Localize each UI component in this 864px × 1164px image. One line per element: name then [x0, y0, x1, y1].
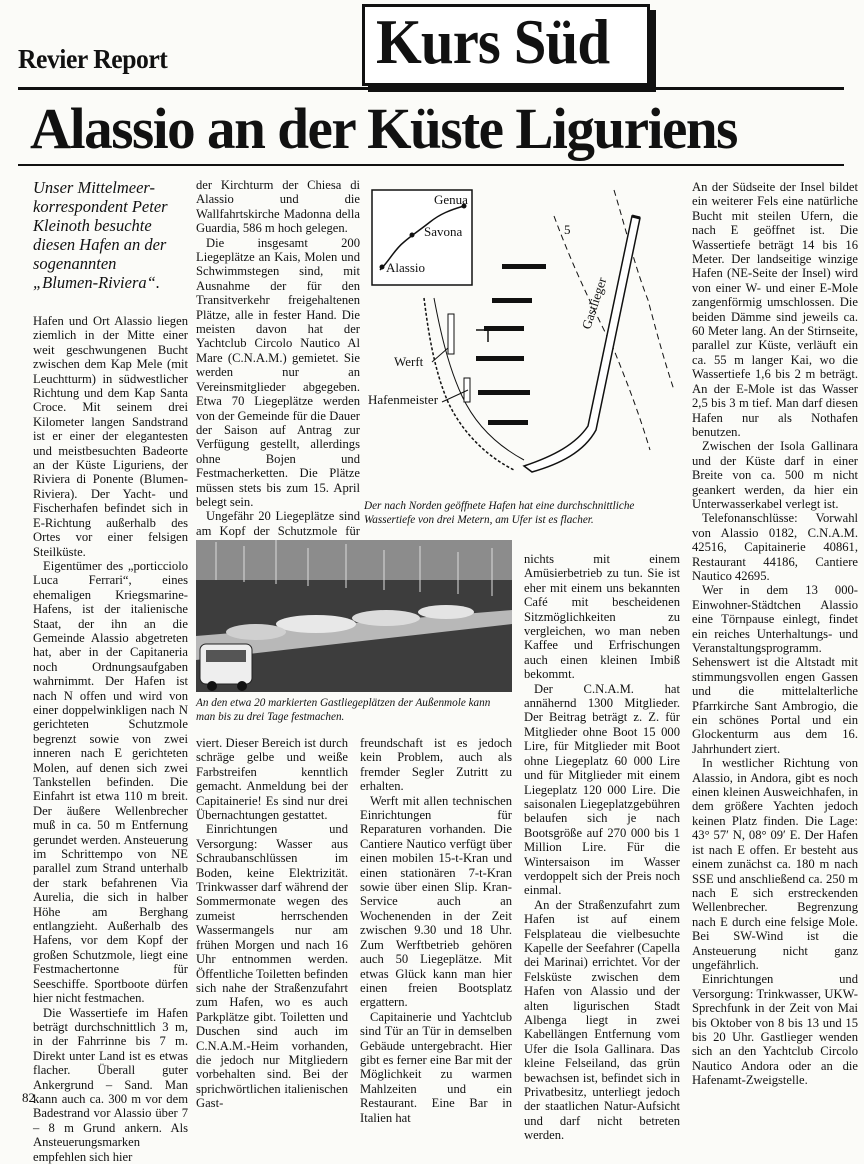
map-depth-label: 5 — [564, 222, 571, 237]
column-1 — [33, 314, 188, 1164]
article-intro: Unser Mittelmeer-korrespondent Peter Kleinoth besuchte diesen Hafen an der sogenannten „Blumen-Riviera“. — [33, 178, 168, 292]
column-2 — [196, 178, 360, 538]
paragraph: Werft mit allen technischen Einrichtungen für Reparaturen vorhanden. Die Cantiere Nautico verfügt über einen mobilen 15-t-Kran und einen stationären 7-t-Kran sowie über einen Slip. Kran-Service auch an Wochenenden in der Zeit zwischen 9.30 und 18 Uhr. Zum Werftbetrieb gehören auch 50 Liegeplätze. Mit etwas Glück kann man hier einen freien Bootsplatz ergattern. — [360, 793, 512, 1010]
paragraph: An der Südseite der Insel bildet ein weiterer Fels eine natürliche Bucht mit steilen Ufern, die nach E geöffnet ist. Die Wassertiefe beträgt 14 bis 16 Meter. Der landseitige winzige Hafen (NE-Seite der Insel) wird von einer W- und einer E-Mole zangenförmig umschlossen. Die beiden Dämme sind jeweils ca. 60 Meter lang. An der Stirnseite, parallel zur Küste, verläuft ein ca. 55 m langer Kai, wo die Wassertiefe 1,6 bis 2 m beträgt. An der E-Mole ist das Wasser 2,5 bis 3 m tief. Man darf diesen Hafen nur als Nothafen benutzen. — [692, 180, 858, 439]
map-label-genua: Genua — [434, 192, 468, 207]
paragraph: Einrichtungen und Versorgung: Trinkwasser, UKW-Sprechfunk in der Zeit von Mai bis Oktober von 8 bis 13 und 15 bis 20 Uhr. Gastlieger wenden sich an den Yachtclub Circolo Nautico Andora oder an die Hafenamt-Zweigstelle. — [692, 972, 858, 1088]
column-2-lower — [196, 736, 348, 1111]
map-label-hafenmeister: Hafenmeister — [368, 392, 439, 407]
map-label-werft: Werft — [394, 354, 424, 369]
paragraph: Die Wassertiefe im Hafen beträgt durchschnittlich 3 m, in der Fahrrinne bis 7 m. Direkt unter Land ist es etwas flacher. Überall guter Ankergrund – Sand. Man kann auch ca. 300 m vor dem Badestrand vor Alassio über 7 – 8 m Grund ankern. Als Ansteuerungsmarken empfehlen sich hier — [33, 1005, 188, 1164]
paragraph: Telefonanschlüsse: Vorwahl von Alassio 0182, C.N.A.M. 42516, Capitainerie 40861, Restaurant 44186, Cantiere Nautico 42695. — [692, 511, 858, 583]
photo-caption: An den etwa 20 markierten Gastliegeplätzen der Außenmole kann man bis zu drei Tage festmachen. — [196, 697, 491, 723]
paragraph: der Kirchturm der Chiesa di Alassio und die Wallfahrtskirche Madonna della Guardia, 586 m hoch gelegen. — [196, 178, 360, 236]
page-number: 82 — [22, 1090, 35, 1105]
paragraph: An der Straßenzufahrt zum Hafen ist auf einem Felsplateau die vielbesuchte Kapelle der Seefahrer (Capella dei Marinai) errichtet. Vor der Felsküste zwischen dem Hafen von Alassio und der alten ligurischen Stadt Albenga liegt in zwei Kabellängen Entfernung vom Ufer die Isola Gallinara. Das kleine Felseiland, das grün bewachsen ist, befindet sich in Privatbesitz, unterliegt jedoch der staatlichen Natur-Aufsicht und darf nicht betreten werden. — [524, 897, 680, 1143]
kicker-title: Kurs Süd — [376, 6, 610, 77]
map-label-gastlieger: Gastlieger — [578, 275, 610, 331]
paragraph: viert. Dieser Bereich ist durch schräge gelbe und weiße Farbstreifen kenntlich gemacht. Anmeldung bei der Capitainerie! Es sind nur drei Übernachtungen gestattet. — [196, 736, 348, 823]
paragraph: In westlicher Richtung von Alassio, in Andora, gibt es noch einen kleinen Ausweichhafen, in dem größere Yachten jedoch keinen Platz finden. Die Lage: 43° 57′ N, 08° 09′ E. Der Hafen ist nach E offen. Er besteht aus einem zunächst ca. 180 m nach SSE und anschließend ca. 250 m nach E sich erstreckenden Wellenbrecher. Begrenzung nach E durch eine felsige Mole. Bei SW-Wind ist die Ansteuerung nicht ganz ungefährlich. — [692, 756, 858, 972]
column-3-lower — [360, 736, 512, 1125]
paragraph: Der C.N.A.M. hat annähernd 1300 Mitglieder. Der Beitrag beträgt z. Z. für Mitglieder ohne Boot 15 000 Lire, für Mitglieder mit Boot ohne Liegeplatz 60 000 Lire und für Mitglieder mit einem Liegeplatz 120 000 Lire. Die saisonalen Liegeplatzgebühren belaufen sich je nach Bootsgröße auf 270 000 bis 1 Million Lire. Für die Wintersaison im Wasser verdoppelt sich der Preis noch einmal. — [524, 681, 680, 898]
top-rule — [18, 87, 844, 90]
map-label-alassio: Alassio — [386, 260, 425, 275]
paragraph: Die insgesamt 200 Liegeplätze an Kais, Molen und Schwimmstegen sind, mit Ausnahme der für den Transitverkehr freigehaltenen Plätze, alle in fester Hand. Die meisten davon hat der Yachtclub Circolo Nautico Al Mare (C.N.A.M.) gemietet. Sie werden nur an Vereinsmitglieder abgegeben. Etwa 70 Liegeplätze werden von der Gemeinde für die Dauer der Saison auf Antrag zur Verfügung gestellt, allerdings ohne Bojen und Festmacherketten. Die Plätze müssen stets bis zum 15. April belegt sein. — [196, 235, 360, 509]
paragraph: Einrichtungen und Versorgung: Wasser aus Schraubanschlüssen im Boden, keine Elektrizität. Trinkwasser darf während der Sommermonate wegen des zumeist herrschenden Wassermangels nur am frühen Morgen und nach 16 Uhr entnommen werden. Öffentliche Toiletten befinden sich nahe der Straßenzufahrt zum Hafen, wo es auch Parkplätze gibt. Toiletten und Duschen sind auch im C.N.A.M.-Heim vorhanden, die jedoch nur Mitgliedern vorbehalten sind. Bei der sprichwörtlichen italienischen Gast- — [196, 822, 348, 1111]
paragraph: Eigentümer des „porticciolo Luca Ferrari“, eines ehemaligen Kriegsmarine-Hafens, ist der italienische Staat, der ihn an die Gemeinde Alassio abgetreten hat, aber in der Capitaneria noch Ordnungsaufgaben wahrnimmt. Der Hafen ist nach N offen und wird von einer doppelwinkligen nach N gerichteten Schutzmole begrenzt sowie von zwei inneren nach E gerichteten Molen, auf denen sich zwei Tankstellen befinden. Die Einfahrt ist etwa 110 m breit. Der äußere Wellenbrecher muß in ca. 50 m Entfernung gerundet werden. Ansteuerung im Schrittempo von NE parallel zum Strand unterhalb der stark befahrenen Via Aurelia, die sich in halber Höhe am Berghang entlangzieht. Außerhalb des Hafens, vor dem Kopf der großen Schutzmole, liegt eine Festmachertonne für Seeschiffe. Sportboote dürfen hier nicht festmachen. — [33, 558, 188, 1006]
paragraph: freundschaft ist es jedoch kein Problem, auch als fremder Segler Zutritt zu erhalten. — [360, 736, 512, 794]
harbour-map — [364, 180, 684, 496]
paragraph: Wer in dem 13 000-Einwohner-Städtchen Alassio eine Törnpause einlegt, findet ein reiches Unterhaltungs- und Veranstaltungsprogramm. Sehenswert ist die Altstadt mit stimmungsvollen engen Gassen und die mittelalterliche Pfarrkirche Sant Ambrogio, die ein schönes Portal und ein Glockenturm aus dem 16. Jahrhundert ziert. — [692, 583, 858, 756]
paragraph: nichts mit einem Amüsierbetrieb zu tun. Sie ist eher mit einem uns bekannten Café mit bescheidenen Sitzmöglichkeiten zu vergleichen, wo man neben Kaffee und Erfrischungen auch einen kleinen Imbiß bekommt. — [524, 552, 680, 682]
harbour-photo — [196, 540, 512, 692]
map-caption: Der nach Norden geöffnete Hafen hat eine durchschnittliche Wassertiefe von drei Metern, am Ufer ist es flacher. — [364, 500, 635, 526]
map-label-savona: Savona — [424, 224, 463, 239]
paragraph: Capitainerie und Yachtclub sind Tür an Tür in demselben Gebäude untergebracht. Hier gibt es ferner eine Bar mit der Möglichkeit zu warmen Mahlzeiten und ein Restaurant. Eine Bar in Italien hat — [360, 1009, 512, 1125]
column-5 — [692, 180, 858, 1088]
article-headline: Alassio an der Küste Liguriens — [30, 96, 737, 161]
section-label: Revier Report — [18, 44, 168, 74]
paragraph: Hafen und Ort Alassio liegen ziemlich in der Mitte einer weit geschwungenen Bucht zwischen dem Kap Mele (mit Leuchtturm) in südwestlicher Richtung und dem Kap Santa Croce. Mit seinem drei Kilometer langen Sandstrand ist er einer der elegantesten und meistbesuchten Badeorte an der Küste Liguriens, der Riviera di Ponente (Blumen-Riviera). Der Yacht- und Fischerhafen befindet sich in E-Richtung außerhalb des Ortes vor einer felsigen Steilküste. — [33, 314, 188, 559]
paragraph: Ungefähr 20 Liegeplätze sind am Kopf der Schutzmole für — [196, 509, 360, 538]
column-4-lower — [524, 552, 680, 1143]
paragraph: Zwischen der Isola Gallinara und der Küste darf in einer Breite von ca. 500 m nicht geankert werden, da hier ein Unterwasserkabel verlegt ist. — [692, 439, 858, 511]
headline-rule — [18, 164, 844, 166]
